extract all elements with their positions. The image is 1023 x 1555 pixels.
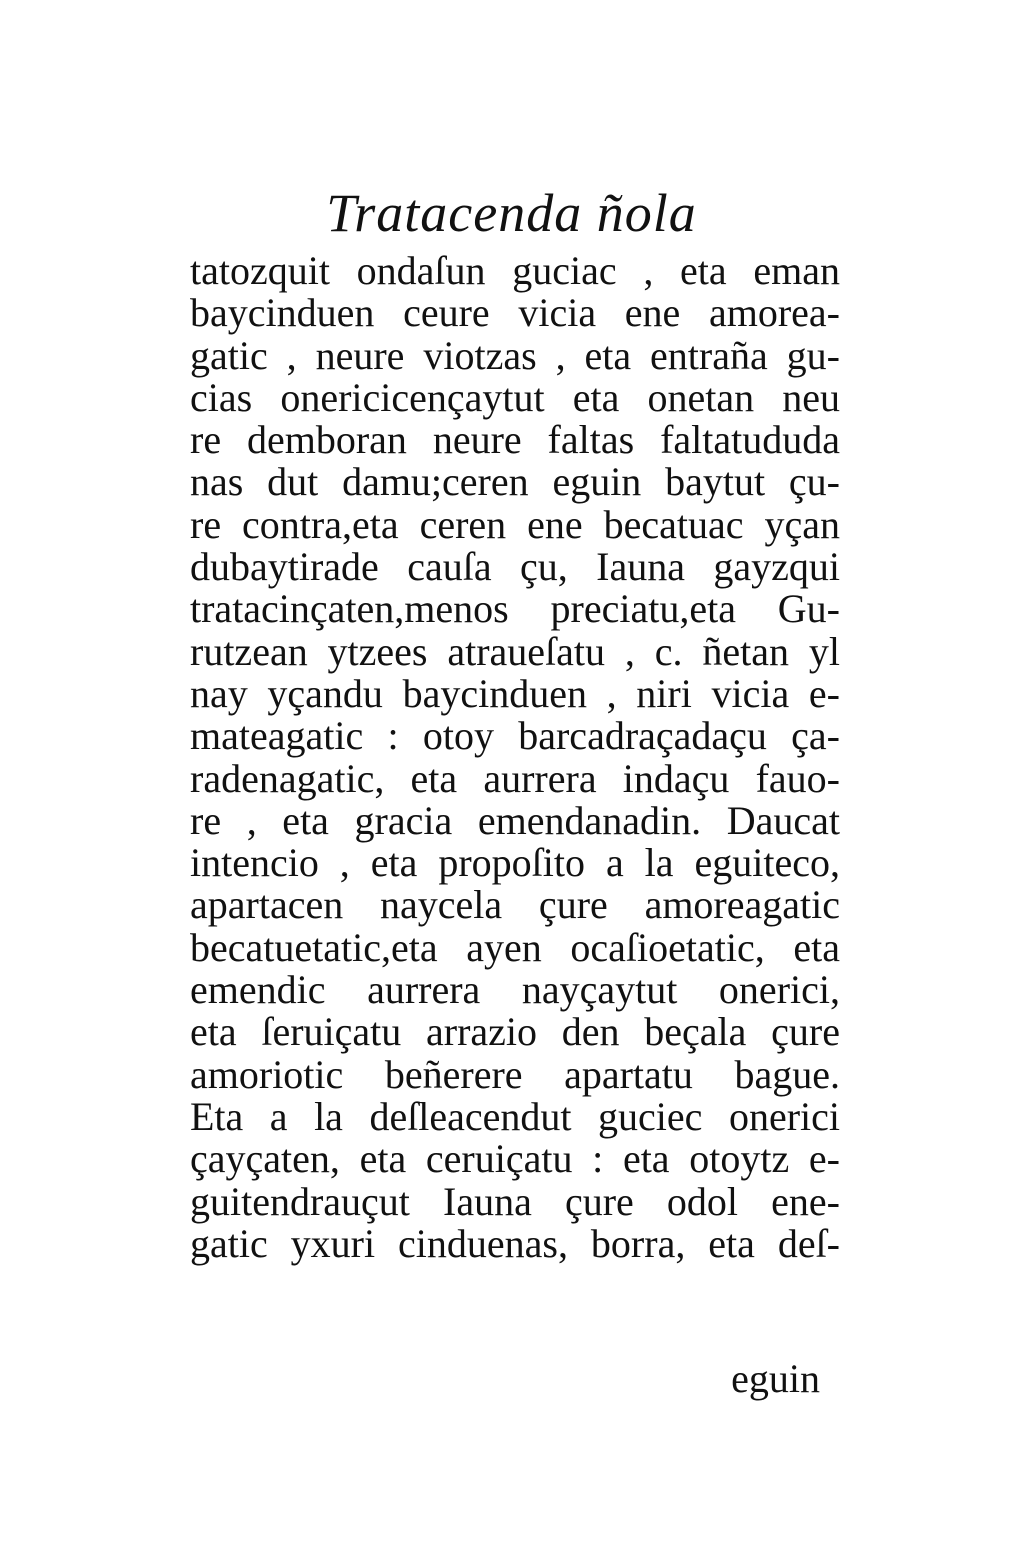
text-line-20: amoriotic beñerere apartatu bague. [190, 1051, 840, 1097]
text-line-24: gatic yxuri cinduenas, borra, eta deſ- [190, 1220, 840, 1266]
text-line-3: gatic , neure viotzas , eta entraña gu- [190, 332, 840, 378]
text-line-22: çayçaten, eta ceruiçatu : eta otoytz e- [190, 1136, 840, 1182]
text-line-19: eta ſeruiçatu arrazio den beçala çure [190, 1009, 840, 1055]
text-line-4: cias onericicençaytut eta onetan neu [190, 374, 840, 420]
text-line-17: becatuetatic,eta ayen ocaſioetatic, eta [190, 924, 840, 970]
text-line-13: radenagatic, eta aurrera indaçu fauo- [190, 755, 840, 801]
catchword: eguin [731, 1356, 820, 1401]
text-line-6: nas dut damu;ceren eguin baytut çu- [190, 459, 840, 505]
text-line-2: baycinduen ceure vicia ene amorea- [190, 290, 840, 336]
text-line-1: tatozquit ondaſun guciac , eta eman [190, 248, 840, 293]
text-line-23: guitendrauçut Iauna çure odol ene- [190, 1178, 840, 1224]
text-line-18: emendic aurrera nayçaytut onerici, [190, 967, 840, 1013]
running-head: Tratacenda ñola [326, 183, 697, 243]
text-line-16: apartacen naycela çure amoreagatic [190, 882, 840, 928]
text-line-8: dubaytirade cauſa çu, Iauna gayzqui [190, 544, 840, 590]
text-line-11: nay yçandu baycinduen , niri vicia e- [190, 670, 840, 716]
body-text [190, 250, 840, 1265]
text-line-15: intencio , eta propoſito a la eguiteco, [190, 840, 840, 886]
text-line-7: re contra,eta ceren ene becatuac yçan [190, 501, 840, 547]
text-line-14: re , eta gracia emendanadin. Daucat [190, 797, 840, 843]
text-line-9: tratacinçaten,menos preciatu,eta Gu- [190, 586, 840, 632]
text-line-21: Eta a la deſleacendut guciec onerici [190, 1093, 840, 1139]
text-line-12: mateagatic : otoy barcadraçadaçu ça- [190, 713, 840, 759]
text-line-10: rutzean ytzees atraueſatu , c. ñetan yl [190, 628, 840, 674]
text-line-5: re demboran neure faltas faltatududa [190, 417, 840, 463]
